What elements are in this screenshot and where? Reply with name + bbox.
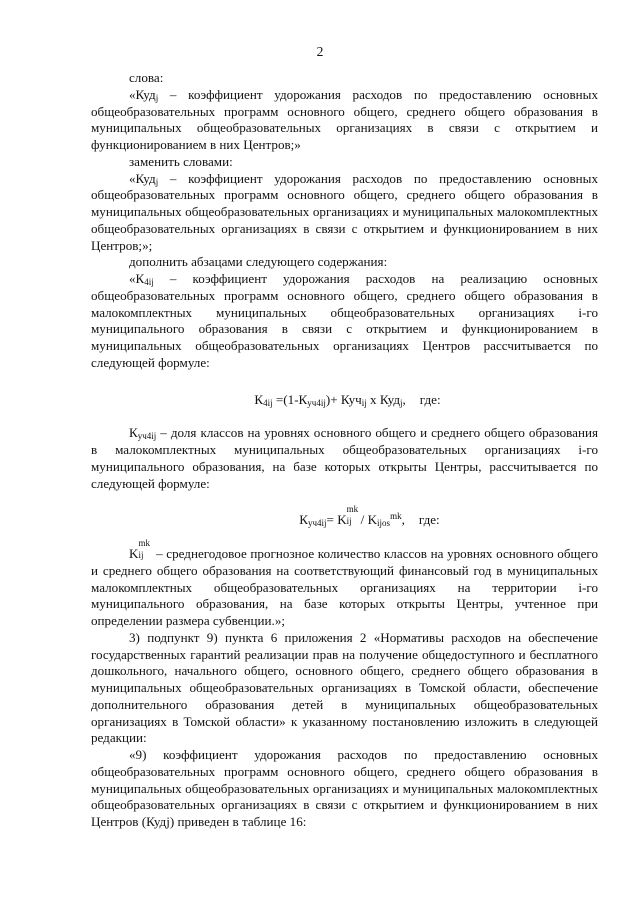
formula-where: где: [418, 512, 440, 528]
formula-subscript: ij [346, 516, 352, 527]
text-fragment: – среднегодовое прогнозное количество классов на уровнях основного общего и среднего общего образования на соответствующий финансовый год в муниципальных малокомплектных общеобразовательных организациях на территории i-го муниципального образования, на базе которых открыты Центры, учтенное при определении размера субвенции.»; [91, 546, 598, 628]
text-fragment: – доля классов на уровнях основного общего и среднего общего образования в малокомплектных муниципальных общеобразовательных организациях i-го муниципального образования, на базе которых открыты Центры, рассчитывается по следующей формуле: [91, 425, 598, 491]
text-fragment: «Куд [129, 170, 156, 186]
paragraph-k4ij-definition [91, 271, 598, 372]
formula-subscript: ijos [377, 518, 391, 529]
paragraph-words: слова: [129, 70, 164, 85]
subscript: j [155, 176, 159, 187]
formula-kuch4ij [91, 504, 598, 529]
text-fragment: K [129, 546, 139, 561]
formula-symbol: , [401, 512, 405, 528]
text-fragment: – коэффициент удорожания расходов по предоставлению основных общеобразовательных программ основного общего, среднего общего образования в муниципальных общеобразовательных организациях в связи с открытием и функционированием в них Центров;» [91, 86, 598, 152]
document-body [91, 70, 598, 831]
formula-symbol: / K [360, 512, 378, 528]
paragraph-kuch4ij-definition [91, 425, 598, 492]
formula-symbol: = K [326, 512, 347, 528]
formula-k4ij [91, 392, 598, 409]
formula-where: где: [419, 391, 441, 407]
text-fragment: К [129, 425, 138, 441]
subscript: уч4ij [137, 431, 157, 442]
formula-symbol: х Куд [366, 391, 400, 407]
formula-symbol: К [254, 391, 264, 407]
paragraph-old-kud-definition [91, 87, 598, 154]
paragraph-kijmk-definition [91, 538, 598, 630]
text-fragment: «К [129, 271, 145, 286]
page-number: 2 [316, 44, 324, 59]
subscript: j [155, 92, 159, 103]
superscript: mk [138, 538, 150, 548]
subscript: 4ij [144, 277, 154, 287]
formula-superscript: mk [346, 504, 359, 515]
text-fragment: «Куд [129, 86, 156, 102]
paragraph-subpoint-9-text: «9) коэффициент удорожания расходов по предоставлению основных общеобразовательных программ основного общего, среднего общего образования в муниципальных общеобразовательных организациях и муниципальных малокомплектных общеобразовательных организациях в связи с открытием и функционированием в них Центров (Кудj) приведен в таблице 16: [91, 747, 598, 829]
formula-subscript: уч4ij [308, 518, 327, 529]
formula-symbol: )+ Куч [325, 391, 362, 407]
paragraph-new-kud-definition [91, 171, 598, 255]
formula-subscript: ij [361, 397, 367, 408]
formula-subscript: j [399, 397, 403, 408]
text-fragment: – коэффициент удорожания расходов на реализацию основных общеобразовательных программ основного общего, среднего общего образования в малокомплектных муниципальных общеобразовательных организациях i-го муниципального образования в связи с открытием и функционированием в муниципальных общеобразовательных организациях Центров рассчитывается по следующей формуле: [91, 271, 598, 370]
text-fragment: – коэффициент удорожания расходов по предоставлению основных общеобразовательных программ основного общего, среднего общего образования в муниципальных общеобразовательных организациях и муниципальных малокомплектных общеобразовательных организациях в связи с открытием и функционированием в них Центров;»; [91, 170, 598, 253]
paragraph-replace-with: заменить словами: [129, 153, 233, 169]
subscript: ij [138, 550, 144, 560]
formula-superscript: mk [390, 511, 402, 522]
supsub [138, 538, 152, 560]
paragraph-add-paragraphs: дополнить абзацами следующего содержания: [129, 254, 388, 270]
formula-supsub [346, 504, 361, 527]
paragraph-subpoint-3: 3) подпункт 9) пункта 6 приложения 2 «Нормативы расходов на обеспечение государственных гарантий реализации прав на получение общедоступного и бесплатного дошкольного, начального общего, основного общего, среднего общего образования в муниципальных общеобразовательных организациях в Томской области, обеспечение дополнительного образования детей в муниципальных общеобразовательных организациях в Томской области» к указанному постановлению изложить в следующей редакции: [91, 629, 598, 746]
formula-symbol: К [299, 512, 309, 528]
formula-symbol: , [402, 391, 406, 407]
formula-subscript: 4ij [263, 397, 273, 408]
formula-subscript: уч4ij [307, 397, 326, 408]
formula-symbol: =(1-К [272, 391, 308, 407]
